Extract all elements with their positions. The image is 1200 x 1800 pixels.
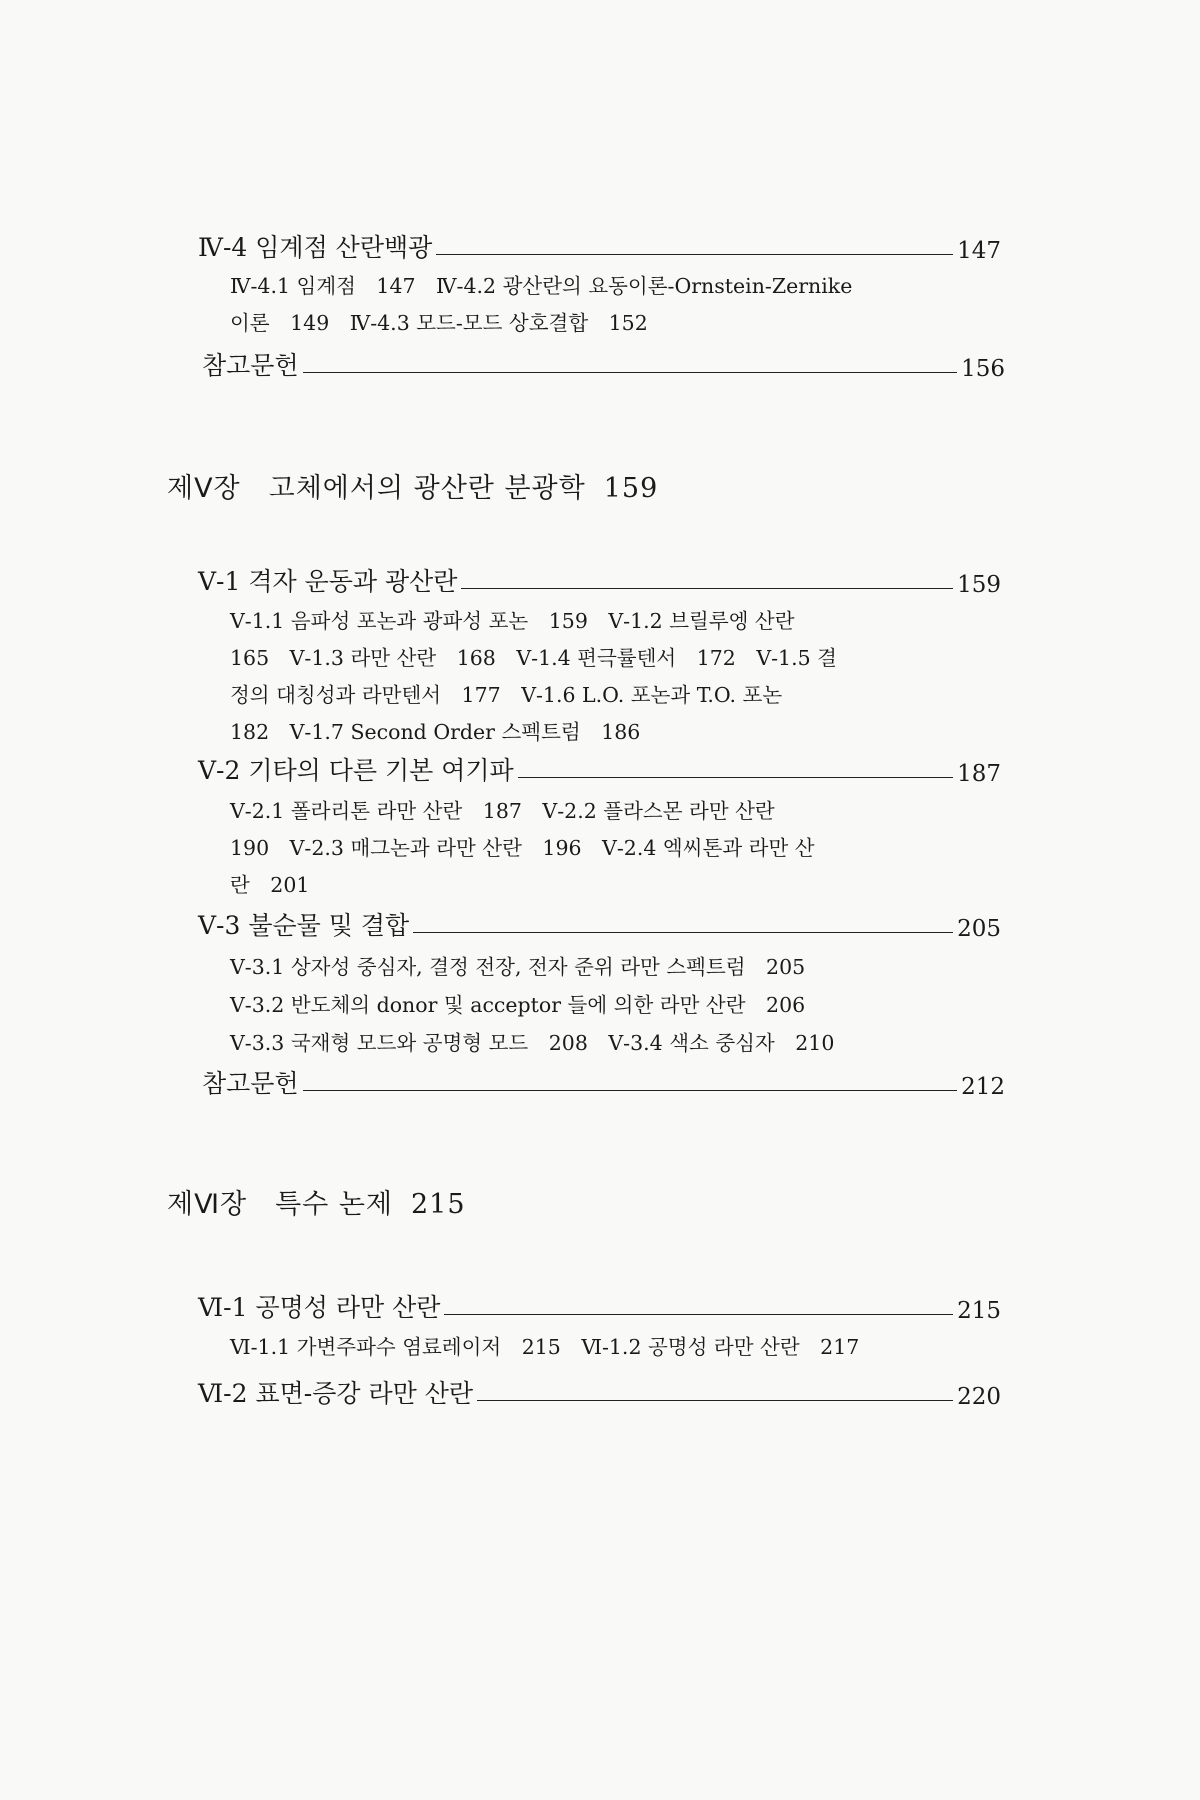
toc-entry-references-1[interactable] xyxy=(202,346,1005,382)
toc-entry-page: 187 xyxy=(957,761,1001,787)
subentry-line: 란 201 xyxy=(230,873,310,897)
toc-subentries-vi1 xyxy=(230,1329,990,1366)
subentry-line: Ⅴ-3.1 상자성 중심자, 결정 전장, 전자 준위 라만 스펙트럼 205 xyxy=(230,955,806,979)
toc-entry-iv4[interactable] xyxy=(198,228,1001,264)
toc-entry-page: 220 xyxy=(957,1384,1001,1410)
toc-entry-page: 205 xyxy=(957,916,1001,942)
toc-entry-title: 참고문헌 xyxy=(202,1069,299,1098)
chapter-label: 제Ⅵ장 xyxy=(167,1189,248,1220)
toc-entry-title: Ⅳ-4 임계점 산란백광 xyxy=(198,233,433,262)
chapter-heading-vi[interactable] xyxy=(167,1182,466,1221)
chapter-heading-v[interactable] xyxy=(167,466,658,505)
subentry-line: Ⅵ-1.1 가변주파수 염료레이저 215 Ⅵ-1.2 공명성 라만 산란 217 xyxy=(230,1335,860,1359)
toc-subentries-v2 xyxy=(230,793,990,904)
toc-entry-title: Ⅵ-2 표면-증강 라만 산란 xyxy=(198,1379,473,1408)
toc-entry-page: 156 xyxy=(961,356,1005,382)
subentry-line: 이론 149 Ⅳ-4.3 모드-모드 상호결합 152 xyxy=(230,311,648,335)
chapter-title: 특수 논제 xyxy=(275,1189,393,1220)
dot-leader xyxy=(477,1400,953,1401)
toc-entry-title: Ⅴ-3 불순물 및 결합 xyxy=(198,911,410,940)
chapter-page: 159 xyxy=(603,473,659,504)
dot-leader xyxy=(436,254,953,255)
toc-entry-title: 참고문헌 xyxy=(202,351,299,380)
toc-entry-page: 159 xyxy=(957,572,1001,598)
toc-subentries-iv4 xyxy=(230,268,990,342)
chapter-page: 215 xyxy=(411,1189,466,1220)
toc-entry-v3[interactable] xyxy=(198,906,1001,942)
subentry-line: Ⅴ-1.1 음파성 포논과 광파성 포논 159 Ⅴ-1.2 브릴루엥 산란 xyxy=(230,609,795,633)
dot-leader xyxy=(413,932,953,933)
subentry-line: Ⅴ-2.1 폴라리톤 라만 산란 187 Ⅴ-2.2 플라스몬 라만 산란 xyxy=(230,799,775,823)
toc-entry-title: Ⅵ-1 공명성 라만 산란 xyxy=(198,1293,441,1322)
toc-entry-v1[interactable] xyxy=(198,562,1001,598)
toc-entry-page: 215 xyxy=(957,1298,1001,1324)
subentry-line: Ⅳ-4.1 임계점 147 Ⅳ-4.2 광산란의 요동이론-Ornstein-Zernike xyxy=(230,274,853,298)
toc-entry-title: Ⅴ-1 격자 운동과 광산란 xyxy=(198,567,458,596)
toc-entry-vi2[interactable] xyxy=(198,1374,1001,1410)
toc-entry-title: Ⅴ-2 기타의 다른 기본 여기파 xyxy=(198,756,514,785)
chapter-title: 고체에서의 광산란 분광학 xyxy=(268,473,586,504)
subentry-line: Ⅴ-3.3 국재형 모드와 공명형 모드 208 Ⅴ-3.4 색소 중심자 210 xyxy=(230,1031,835,1055)
chapter-label: 제Ⅴ장 xyxy=(167,473,241,504)
toc-entry-vi1[interactable] xyxy=(198,1288,1001,1324)
dot-leader xyxy=(461,588,953,589)
subentry-line: 190 Ⅴ-2.3 매그논과 라만 산란 196 Ⅴ-2.4 엑씨톤과 라만 산 xyxy=(230,836,815,860)
toc-subentries-v1 xyxy=(230,603,990,751)
toc-entry-page: 147 xyxy=(957,238,1001,264)
subentry-line: 165 Ⅴ-1.3 라만 산란 168 Ⅴ-1.4 편극률텐서 172 Ⅴ-1.5 결 xyxy=(230,646,837,670)
dot-leader xyxy=(518,777,953,778)
subentry-line: 정의 대칭성과 라만텐서 177 Ⅴ-1.6 L.O. 포논과 T.O. 포논 xyxy=(230,683,783,707)
dot-leader xyxy=(303,1090,957,1091)
toc-subentries-v3 xyxy=(230,948,990,1062)
subentry-line: Ⅴ-3.2 반도체의 donor 및 acceptor 들에 의한 라만 산란 206 xyxy=(230,993,806,1017)
toc-entry-references-2[interactable] xyxy=(202,1064,1005,1100)
dot-leader xyxy=(444,1314,953,1315)
subentry-line: 182 Ⅴ-1.7 Second Order 스펙트럼 186 xyxy=(230,720,641,744)
toc-entry-page: 212 xyxy=(961,1074,1005,1100)
dot-leader xyxy=(303,372,957,373)
toc-entry-v2[interactable] xyxy=(198,751,1001,787)
